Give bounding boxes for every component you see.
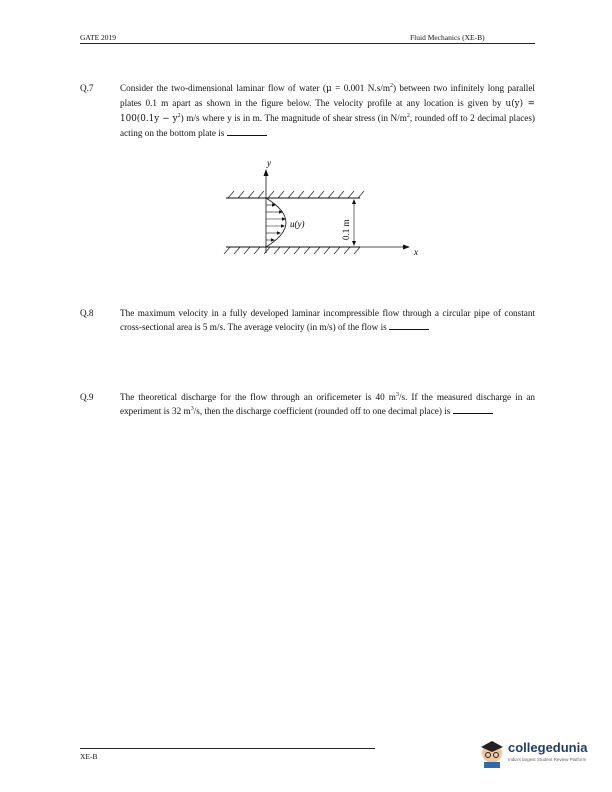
y-axis-label: y	[267, 158, 271, 168]
logo-wordmark: collegedunia	[508, 740, 588, 755]
question-text: The theoretical discharge for the flow through an orificemeter is 40 $m^3/s$. If the measured discharge in an experiment is 32 $m^3/s$, then the discharge coefficient (rounded off to one decimal place) is	[120, 391, 536, 416]
logo-tagline: India's largest Student Review Platform	[508, 757, 587, 762]
question-number: Q.9	[80, 392, 94, 402]
footer-code: XE-B	[80, 752, 98, 761]
header-exam: GATE 2019	[80, 33, 117, 42]
footer-rule	[80, 748, 375, 749]
velocity-arrowheads	[271, 203, 286, 241]
question-number: Q.8	[80, 308, 94, 318]
y-axis-arrow	[264, 169, 269, 176]
header-rule	[80, 43, 535, 44]
answer-blank	[453, 405, 493, 414]
question-9	[80, 390, 535, 418]
profile-label: u(y)	[290, 219, 305, 229]
question-text: Consider the two-dimensional laminar flow of water (μ = 0.001 $N.s/m^2$) between two infinitely long parallel plates 0.1 m apart as shown in the figure below. The velocity profile at any location is given by $u(y) = 100(0.1y - y^2)$ m/s where y is in m. The magnitude of shear stress (in $N/m^2$, rounded off to 2 decimal places) acting on the bottom plate is	[120, 82, 536, 138]
header-subject: Fluid Mechanics (XE-B)	[410, 33, 485, 42]
question-8	[80, 306, 535, 334]
question-text: The maximum velocity in a fully developed laminar incompressible flow through a circular pipe of constant cross-sectional area is 5 m/s. The average velocity (in m/s) of the flow is	[120, 308, 535, 332]
question-7	[80, 81, 535, 140]
velocity-profile	[266, 198, 286, 247]
top-plate-hatching	[228, 191, 364, 198]
answer-blank	[227, 127, 267, 136]
gap-label: 0.1 m	[341, 219, 351, 240]
velocity-formula: u(y) = 100(0.1y − y	[120, 99, 536, 124]
x-axis-arrow	[403, 245, 410, 250]
channel-flow-figure	[210, 155, 420, 265]
answer-blank	[389, 321, 429, 330]
bottom-plate-hatching	[224, 247, 360, 254]
question-number: Q.7	[80, 83, 94, 93]
x-axis-label: x	[414, 247, 418, 257]
